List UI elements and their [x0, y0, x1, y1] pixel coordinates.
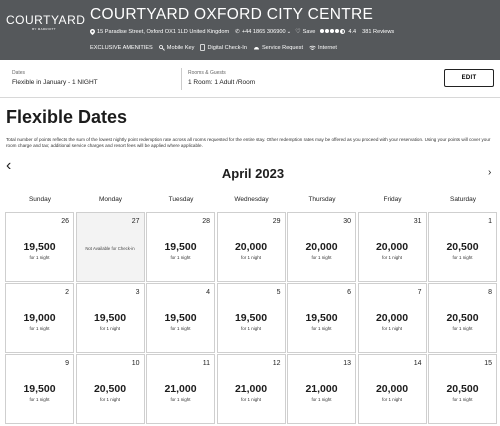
points-description: Total number of points reflects the sum of the lowest nightly point redemption rate across all rooms requested for the entire stay. Other redemption rates may be offered as you proceed with your reservation. Using your points will cover your room charge and tax; additional service charges and resort fees will be applied where applicable.: [6, 137, 491, 148]
rating-widget[interactable]: [320, 29, 394, 35]
amenity-internet: [309, 45, 337, 51]
rooms-guests-field[interactable]: [188, 70, 255, 86]
calendar-day-cell[interactable]: [146, 283, 215, 353]
points-value: 20,000: [305, 241, 338, 253]
calendar-day-cell[interactable]: [287, 354, 356, 424]
calendar-day-cell[interactable]: [217, 283, 286, 353]
dates-field[interactable]: [12, 70, 98, 86]
key-icon: [159, 45, 165, 51]
nights-label: for 1 night: [452, 255, 473, 260]
day-number: 14: [413, 360, 422, 367]
nights-label: for 1 night: [311, 255, 332, 260]
chevron-right-icon[interactable]: ›: [488, 167, 492, 178]
calendar-day-cell[interactable]: [217, 212, 286, 282]
wifi-icon: [309, 45, 316, 51]
points-value: 19,500: [23, 383, 56, 395]
amenity-mobile-key: [159, 45, 195, 51]
calendar-day-cell[interactable]: [358, 283, 427, 353]
nights-label: for 1 night: [311, 397, 332, 402]
nights-label: for 1 night: [381, 397, 402, 402]
amenity-digital-checkin: [200, 44, 246, 51]
nights-label: for 1 night: [240, 255, 261, 260]
weekday-label: Sunday: [28, 196, 52, 203]
hotel-name[interactable]: COURTYARD OXFORD CITY CENTRE: [90, 6, 374, 23]
points-value: 20,000: [375, 312, 409, 324]
nights-label: for 1 night: [381, 326, 402, 331]
day-number: 7: [417, 289, 422, 296]
calendar-day-cell[interactable]: [287, 212, 356, 282]
points-value: 20,000: [375, 383, 409, 395]
page-title: Flexible Dates: [6, 107, 128, 127]
calendar-day-cell[interactable]: [5, 212, 74, 282]
day-number: 1: [488, 218, 492, 225]
calendar-day-cell[interactable]: [146, 354, 215, 424]
nights-label: for 1 night: [311, 326, 332, 331]
day-number: 2: [65, 289, 69, 296]
calendar-day-cell-unavailable: [76, 212, 145, 282]
points-value: 20,500: [93, 383, 127, 395]
hotel-address[interactable]: 15 Paradise Street, Oxford OX1 1LD United Kingdom: [97, 28, 230, 35]
amenity-label: Digital Check-In: [207, 44, 247, 51]
bell-icon: [253, 45, 260, 51]
rating-dots-icon: [320, 29, 345, 34]
points-value: 20,500: [446, 312, 479, 324]
weekday-label: Saturday: [449, 196, 477, 203]
edit-button[interactable]: EDIT: [444, 69, 494, 87]
search-summary-bar: [0, 60, 500, 98]
day-number: 10: [131, 360, 140, 367]
day-number: 28: [202, 218, 210, 225]
location-pin-icon: [90, 29, 95, 35]
calendar-day-cell[interactable]: [146, 212, 215, 282]
day-number: 3: [135, 289, 140, 296]
amenity-label: Service Request: [261, 44, 303, 51]
rating-value: 4.4: [348, 28, 357, 35]
day-number: 27: [131, 218, 140, 225]
points-value: 19,500: [164, 241, 197, 253]
points-value: 21,000: [234, 383, 268, 395]
points-value: 19,500: [93, 312, 127, 324]
phone-icon: ✆: [235, 28, 240, 35]
points-value: 19,500: [305, 312, 338, 324]
hotel-phone[interactable]: +44 1865 306900: [241, 28, 286, 35]
logo-subtext: BY MARRIOTT: [32, 27, 56, 31]
amenity-label: Internet: [318, 44, 337, 51]
day-number: 11: [202, 360, 210, 367]
amenity-service-request: [253, 45, 303, 51]
weekday-label: Friday: [383, 196, 402, 203]
points-value: 21,000: [164, 383, 197, 395]
points-value: 19,500: [164, 312, 197, 324]
nights-label: for 1 night: [170, 397, 191, 402]
calendar-day-cell[interactable]: [287, 283, 356, 353]
calendar-day-cell[interactable]: [428, 354, 497, 424]
logo-text: COURTYARD: [6, 13, 86, 27]
nights-label: for 1 night: [381, 255, 402, 260]
hotel-info-row: [90, 28, 394, 35]
calendar-day-cell[interactable]: [76, 354, 145, 424]
day-number: 12: [272, 360, 281, 367]
nights-label: for 1 night: [452, 397, 473, 402]
points-value: 19,000: [23, 312, 56, 324]
nights-label: for 1 night: [452, 326, 473, 331]
amenities-title: EXCLUSIVE AMENITIES: [90, 44, 153, 51]
weekday-label: Tuesday: [168, 196, 194, 203]
nights-label: for 1 night: [29, 255, 50, 260]
calendar-day-cell[interactable]: [428, 283, 497, 353]
nights-label: for 1 night: [170, 326, 191, 331]
calendar-day-cell[interactable]: [428, 212, 497, 282]
points-value: 20,000: [234, 241, 268, 253]
points-value: 20,500: [446, 383, 479, 395]
day-number: 30: [343, 218, 351, 225]
rooms-value: 1 Room: 1 Adult /Room: [188, 79, 256, 86]
nights-label: for 1 night: [170, 255, 191, 260]
day-number: 31: [413, 218, 422, 225]
calendar-day-cell[interactable]: [76, 283, 145, 353]
field-divider: [181, 68, 182, 90]
chevron-down-icon: ⌄: [286, 28, 292, 35]
day-number: 8: [488, 289, 492, 296]
calendar-day-cell[interactable]: [5, 283, 74, 353]
day-number: 4: [206, 289, 210, 296]
dates-value: Flexible in January - 1 NIGHT: [12, 79, 98, 86]
points-value: 20,000: [375, 241, 409, 253]
nights-label: for 1 night: [29, 326, 50, 331]
phone-device-icon: [200, 44, 205, 51]
unavailable-label: Not Available for Check-in: [85, 246, 135, 251]
save-button[interactable]: Save: [302, 28, 316, 35]
chevron-left-icon[interactable]: ‹: [6, 157, 12, 174]
nights-label: for 1 night: [99, 397, 120, 402]
rooms-label: Rooms & Guests: [188, 70, 226, 76]
heart-icon: ♡: [295, 29, 301, 35]
amenity-label: Mobile Key: [166, 44, 195, 51]
points-value: 19,500: [234, 312, 268, 324]
day-number: 26: [61, 218, 69, 225]
weekday-label: Thursday: [308, 196, 336, 203]
calendar-day-cell[interactable]: [358, 212, 427, 282]
day-number: 6: [347, 289, 351, 296]
nights-label: for 1 night: [240, 397, 261, 402]
calendar-day-cell[interactable]: [358, 354, 427, 424]
day-number: 29: [272, 218, 281, 225]
amenities-row: [90, 44, 343, 51]
points-value: 20,500: [446, 241, 479, 253]
day-number: 9: [65, 360, 69, 367]
calendar-day-cell[interactable]: [217, 354, 286, 424]
brand-logo[interactable]: [6, 13, 86, 31]
nights-label: for 1 night: [29, 397, 50, 402]
dates-label: Dates: [12, 70, 26, 76]
month-title: April 2023: [221, 166, 285, 181]
nights-label: for 1 night: [99, 326, 120, 331]
day-number: 5: [276, 289, 281, 296]
day-number: 15: [484, 360, 492, 367]
weekday-label: Monday: [98, 196, 123, 203]
review-count[interactable]: 381 Reviews: [362, 28, 395, 35]
hotel-header: [0, 0, 500, 60]
nights-label: for 1 night: [240, 326, 261, 331]
calendar-day-cell[interactable]: [5, 354, 74, 424]
day-number: 13: [343, 360, 351, 367]
points-value: 19,500: [23, 241, 56, 253]
points-value: 21,000: [305, 383, 338, 395]
weekday-label: Wednesday: [234, 196, 269, 203]
